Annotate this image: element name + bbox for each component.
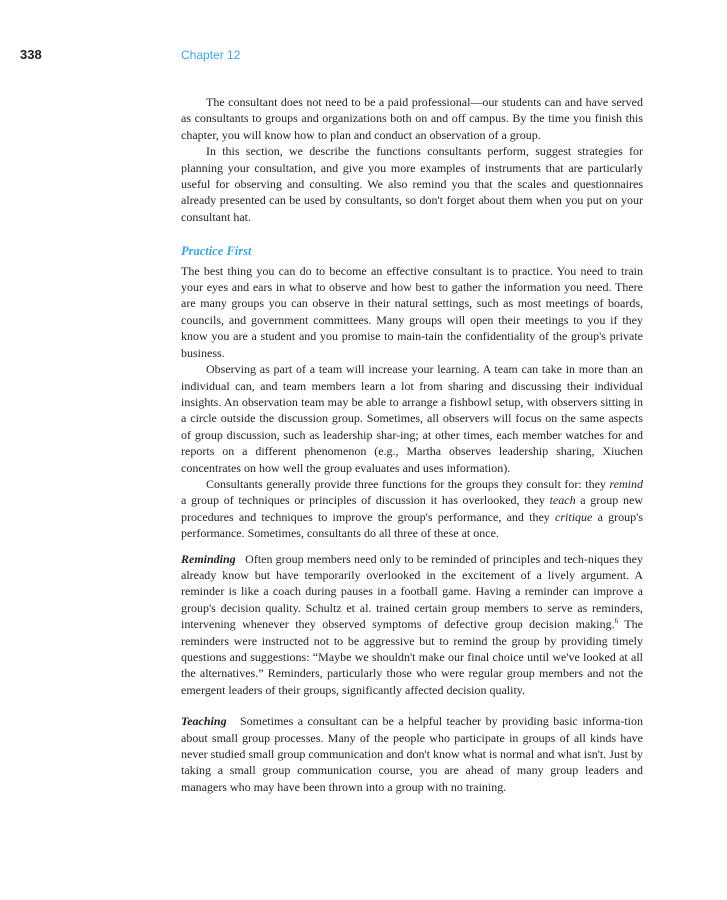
functions-text-1: Consultants generally provide three functions for the groups they consult for: they: [206, 476, 610, 491]
teach-term: teach: [549, 493, 576, 508]
teaching-paragraph: [181, 713, 643, 795]
remind-term: remind: [609, 476, 643, 491]
body-text: [181, 94, 643, 795]
critique-term: critique: [555, 509, 593, 524]
section-heading-practice-first: Practice First: [181, 244, 252, 259]
functions-text-3: a group new procedures and techniques to improve the group's performance, and they: [181, 493, 643, 524]
practice-paragraph-1: The best thing you can do to become an effective consultant is to practice. You need to train your eyes and ears in what to observe and how best to gather the information you need. There are many groups you can observe in their natural settings, such as most meetings of boards, councils, and government committees. Many groups will open their meetings to you if they know you are a student and you promise to main-tain the confidentiality of the group's private business.: [181, 263, 643, 360]
reminding-paragraph: [181, 551, 643, 699]
intro-paragraph-2: In this section, we describe the functions consultants perform, suggest strategies for planning your consultation, and give you more examples of instruments that are particularly useful for observing and consulting. We also remind you that the scales and questionnaires already presented can be used by consultants, so don't forget about them when you put on your consultant hat.: [181, 144, 643, 224]
reminding-text-b: The reminders were instructed not to be aggressive but to remind the group by providing timely questions and suggestions: “Maybe we shouldn't make our final choice until we've looked at all the alternatives.” Reminders, particularly those who were regular group members and not the emergent leaders of their groups, significantly affected decision quality.: [181, 617, 643, 697]
footnote-marker: 6: [614, 617, 619, 626]
chapter-label: Chapter 12: [181, 48, 241, 62]
reminding-run-in-heading: Reminding: [181, 551, 236, 566]
teaching-run-in-heading: Teaching: [181, 714, 227, 729]
teaching-text: Sometimes a consultant can be a helpful teacher by providing basic informa-tion about small group processes. Many of the people who participate in groups of all kinds have never studied small group communication and don't know what is normal and what isn't. Just by taking a small group communication course, you are ahead of many group leaders and managers who may have been thrown into a group with no training.: [181, 714, 643, 794]
practice-paragraph-3: [181, 476, 643, 542]
intro-paragraph-1: The consultant does not need to be a paid professional—our students can and have served as consultants to groups and organizations both on and off campus. By the time you finish this chapter, you will know how to plan and conduct an observation of a group.: [181, 95, 643, 142]
page-number: 338: [20, 47, 42, 62]
practice-paragraph-2: Observing as part of a team will increase your learning. A team can take in more than an individual can, and team members learn a lot from sharing and discussing their individual insights. An observation team may be able to arrange a fishbowl setup, with observers sitting in a circle outside the discussion group. Sometimes, all observers will focus on the same aspects of group discussion, such as leadership shar-ing; at other times, each member watches for and reports on a different phenomenon (e.g., Martha observes leadership sharing, Xiuchen concentrates on how well the group evaluates and uses information).: [181, 362, 643, 475]
reminding-text-a: Often group members need only to be reminded of principles and tech-niques they already know but have temporarily overlooked in the excitement of a lively argument. A reminder is like a coach during pauses in a football game. Having a reminder can improve a group's decision quality. Schultz et al. trained certain group members to serve as reminders, intervening whenever they observed symptoms of defective group decision making.: [181, 551, 643, 632]
functions-text-2: a group of techniques or principles of discussion it has overlooked, they: [181, 493, 550, 508]
functions-text-4: a group's performance. Sometimes, consultants do all three of these at once.: [181, 509, 643, 541]
